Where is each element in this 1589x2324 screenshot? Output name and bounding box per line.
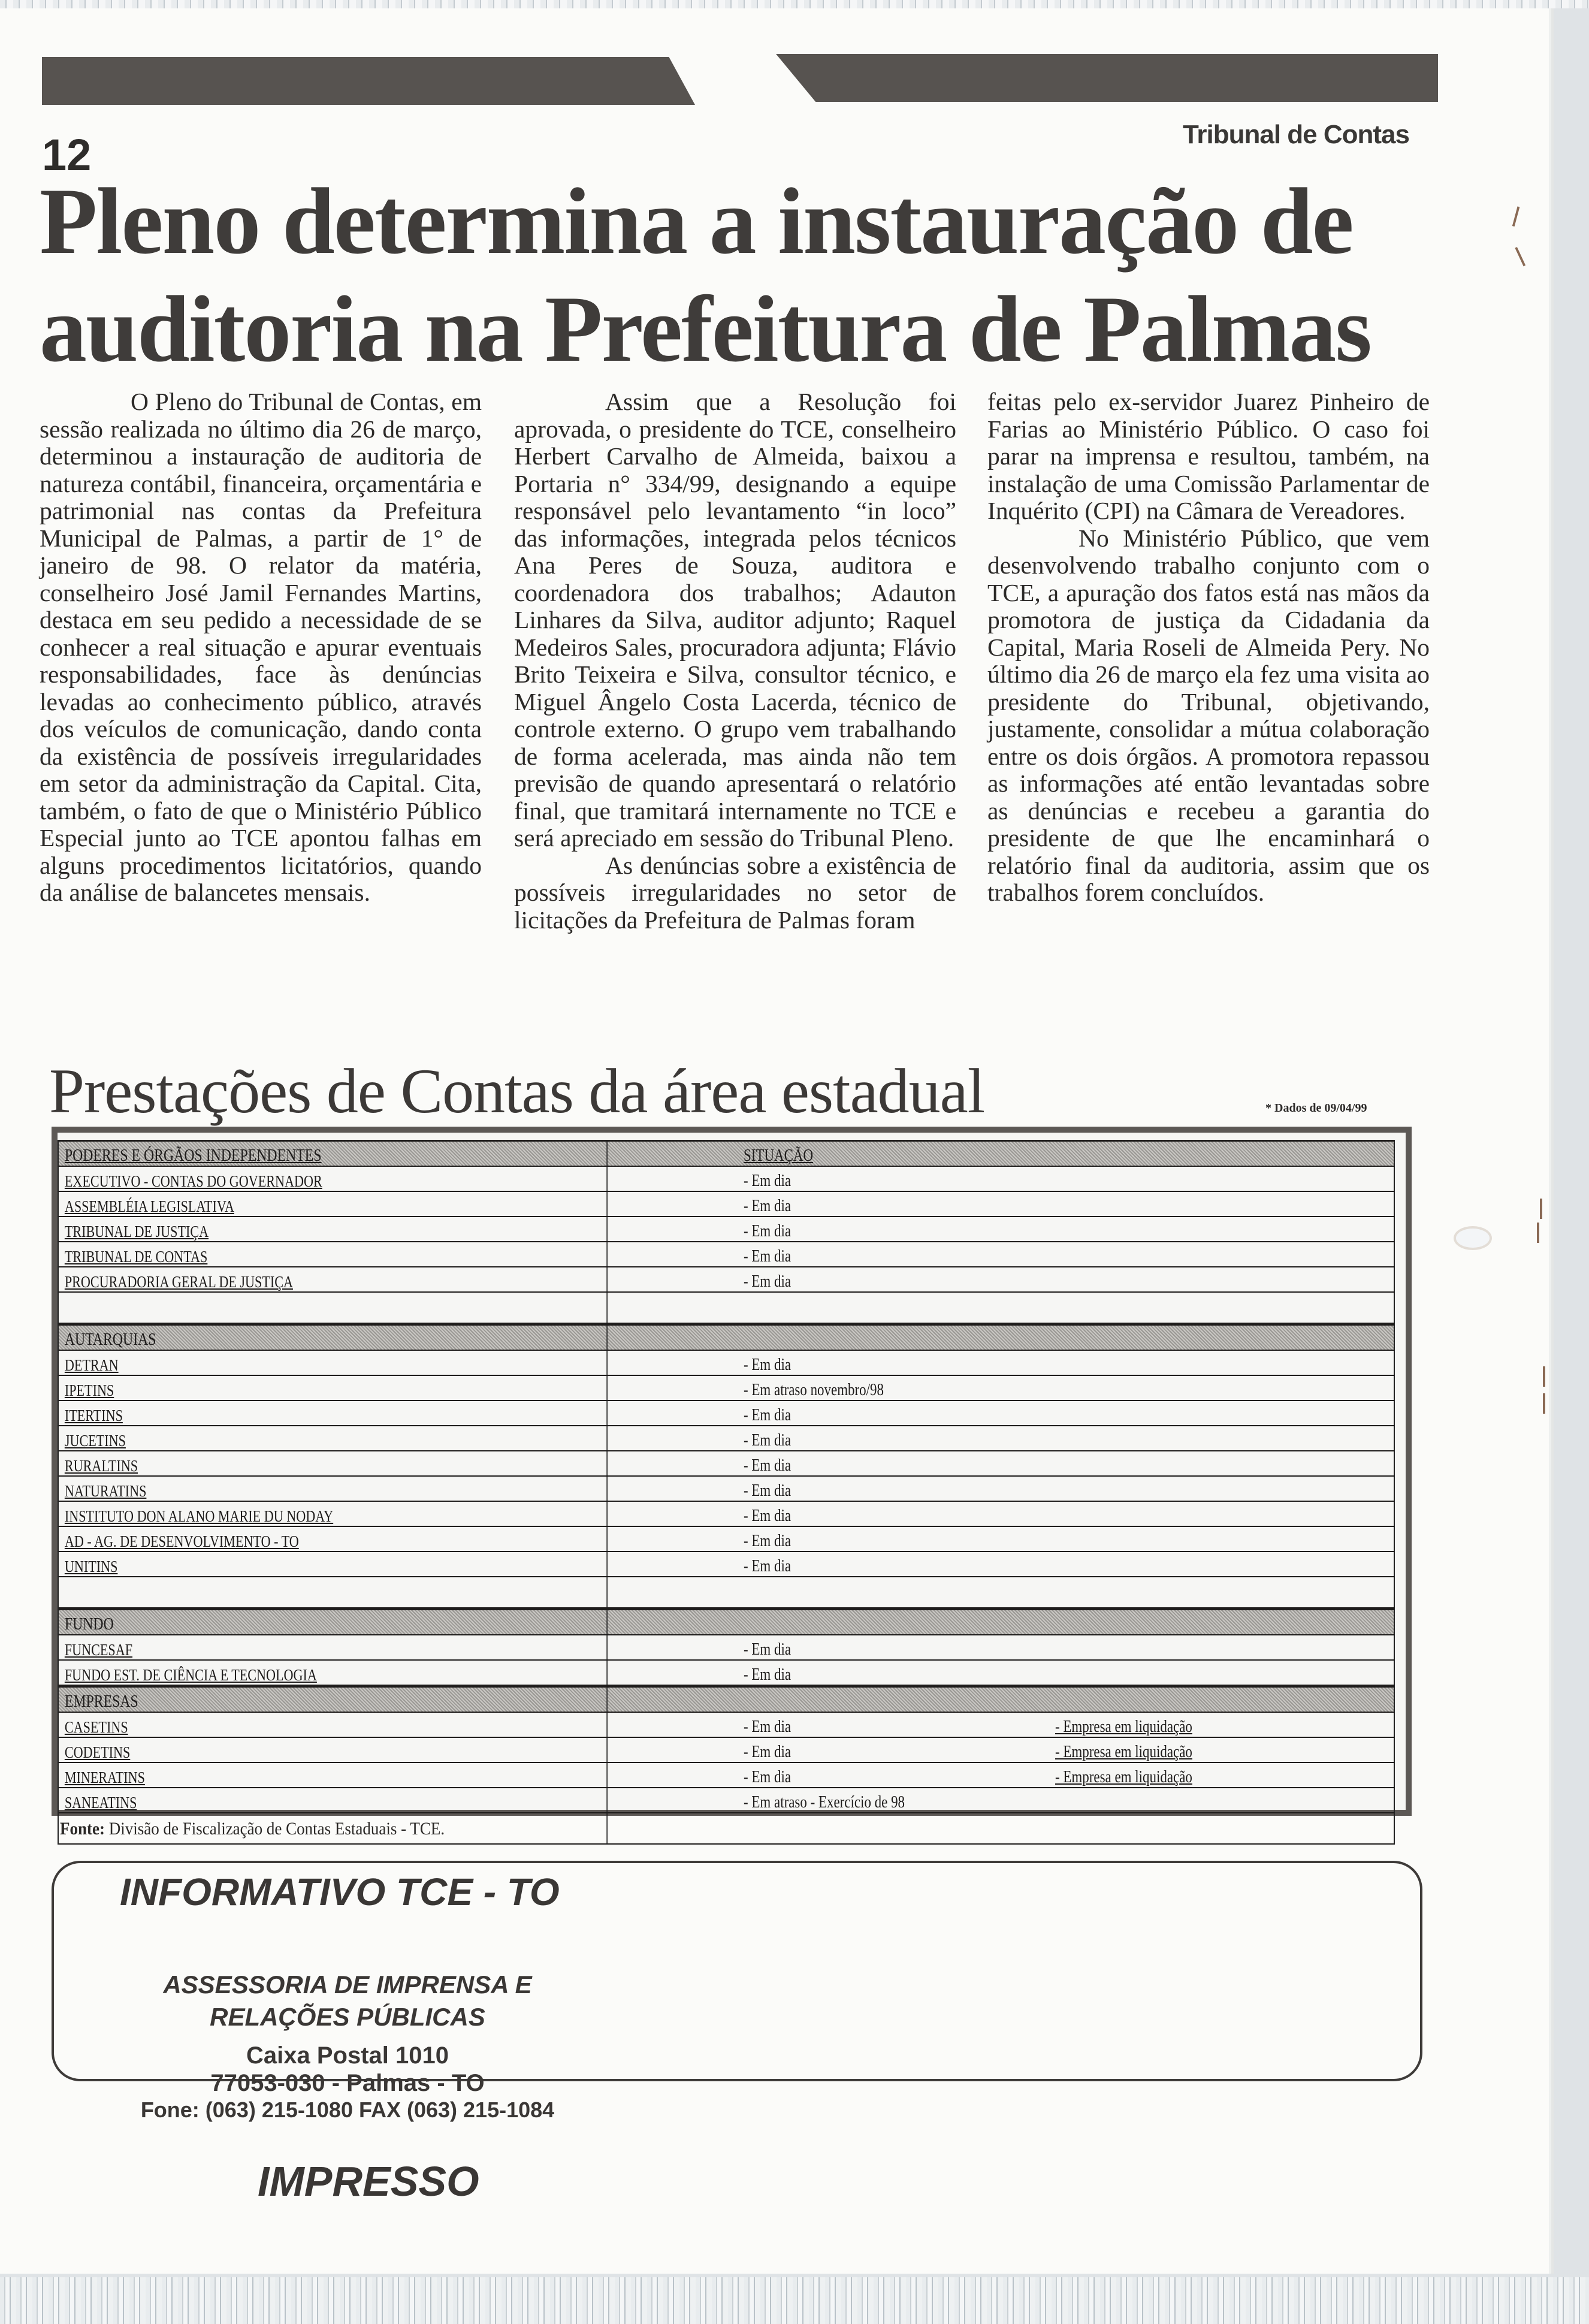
- table-row: [59, 1217, 1394, 1242]
- scan-edge-top: [0, 0, 1589, 8]
- table-row: [59, 1167, 1394, 1192]
- table-row: [59, 1713, 1394, 1738]
- empty-cell: [59, 1577, 608, 1607]
- status-note: - Empresa em liquidação: [1055, 1718, 1192, 1736]
- group-name: PODERES E ÓRGÃOS INDEPENDENTES: [59, 1142, 608, 1166]
- status-cell: [728, 1401, 1394, 1425]
- scan-edge-bottom: [0, 2277, 1589, 2324]
- status-value: - Em dia: [744, 1356, 792, 1374]
- status-cell: [728, 1267, 1394, 1291]
- status-cell: [728, 1451, 1394, 1475]
- status-value: - Em atraso novembro/98: [744, 1381, 884, 1399]
- table-row: [59, 1502, 1394, 1527]
- article-column-1: [40, 388, 482, 907]
- empty-cell: [728, 1293, 1394, 1323]
- page-number: 12: [42, 130, 92, 180]
- informativo-title: INFORMATIVO TCE - TO: [120, 1870, 560, 1913]
- table-row: [59, 1426, 1394, 1451]
- entity-name: SANEATINS: [59, 1788, 608, 1812]
- entity-name: JUCETINS: [59, 1426, 608, 1450]
- table-spacer-row: [59, 1577, 1394, 1608]
- table-row: [59, 1763, 1394, 1788]
- table-group-header: [59, 1686, 1394, 1713]
- article-headline: [40, 168, 1442, 384]
- status-cell: [728, 1167, 1394, 1191]
- table-row: [59, 1661, 1394, 1686]
- status-cell: [728, 1477, 1394, 1501]
- impresso-stamp: IMPRESSO: [258, 2158, 479, 2205]
- entity-name: UNITINS: [59, 1552, 608, 1576]
- entity-name: MINERATINS: [59, 1763, 608, 1787]
- status-value: - Em dia: [744, 1557, 792, 1576]
- headline-line-2: auditoria na Prefeitura de Palmas: [40, 277, 1371, 382]
- empty-cell: [728, 1813, 1394, 1843]
- staple-mark: [1537, 1223, 1543, 1243]
- group-name: FUNDO: [59, 1610, 608, 1634]
- postal-box: Caixa Postal 1010: [246, 2042, 449, 2069]
- table-group-header: [59, 1324, 1394, 1351]
- paragraph: feitas pelo ex-servidor Juarez Pinheiro de Farias ao Ministério Público. O caso foi parar na imprensa e resultou, também, na instalação de uma Comissão Parlamentar de Inquérito (CPI) na Câmara de Vereadores.: [987, 388, 1430, 524]
- status-column-header: SITUAÇÃO: [744, 1146, 814, 1165]
- accounts-status-table: [58, 1140, 1395, 1845]
- punch-hole: [1456, 1229, 1490, 1248]
- table-title: Prestações de Contas da área estadual: [49, 1056, 985, 1126]
- status-cell: [728, 1502, 1394, 1526]
- paragraph: No Ministério Público, que vem desenvolvendo trabalho conjunto com o TCE, a apuração dos fatos está nas mãos da promotora de justiça da Cidadania da Capital, Maria Roseli de Almeida Pery. No último dia 26 de março ela fez uma visita ao presidente do Tribunal, objetivando, justamente, consolidar a mútua colaboração entre os dois órgãos. A promotora repassou as informações até então levantadas sobre as denúncias e recebeu a garantia do presidente de que lhe encaminhará o relatório final da auditoria, assim que os trabalhos forem concluídos.: [987, 524, 1430, 906]
- status-value: - Em dia: [744, 1743, 792, 1761]
- entity-name: FUNCESAF: [59, 1635, 608, 1659]
- table-row: [59, 1401, 1394, 1426]
- entity-name: RURALTINS: [59, 1451, 608, 1475]
- status-value: - Em dia: [744, 1768, 792, 1786]
- entity-name: NATURATINS: [59, 1477, 608, 1501]
- entity-name: AD - AG. DE DESENVOLVIMENTO - TO: [59, 1527, 608, 1551]
- status-cell: [728, 1635, 1394, 1659]
- status-cell: [728, 1763, 1394, 1787]
- status-value: - Em dia: [744, 1640, 792, 1659]
- status-value: - Em dia: [744, 1197, 792, 1215]
- section-name: Tribunal de Contas: [1182, 120, 1409, 149]
- status-cell: [728, 1661, 1394, 1685]
- status-value: - Em dia: [744, 1222, 792, 1241]
- table-row: [59, 1376, 1394, 1401]
- empty-cell: [728, 1577, 1394, 1607]
- status-cell: [728, 1351, 1394, 1375]
- staple-mark: [1540, 1199, 1546, 1219]
- table-group-header: [59, 1140, 1394, 1167]
- entity-name: FUNDO EST. DE CIÊNCIA E TECNOLOGIA: [59, 1661, 608, 1685]
- table-row: [59, 1242, 1394, 1267]
- status-cell: [728, 1527, 1394, 1551]
- headline-line-1: Pleno determina a instauração de: [40, 169, 1353, 274]
- empty-cell: [59, 1293, 608, 1323]
- status-value: - Em dia: [744, 1718, 792, 1736]
- source-text: Divisão de Fiscalização de Contas Estaduais - TCE.: [108, 1819, 445, 1839]
- source-label: Fonte:: [60, 1819, 105, 1839]
- group-name: AUTARQUIAS: [59, 1326, 608, 1350]
- table-row: [59, 1267, 1394, 1293]
- table-row: [59, 1192, 1394, 1217]
- status-value: - Em dia: [744, 1172, 792, 1190]
- status-value: - Em dia: [744, 1532, 792, 1550]
- table-source: [60, 1819, 445, 1839]
- status-value: - Em atraso - Exercício de 98: [744, 1793, 905, 1812]
- data-date-note: * Dados de 09/04/99: [1265, 1101, 1367, 1115]
- entity-name: DETRAN: [59, 1351, 608, 1375]
- status-value: - Em dia: [744, 1481, 792, 1500]
- status-cell: [728, 1242, 1394, 1266]
- entity-name: TRIBUNAL DE JUSTIÇA: [59, 1217, 608, 1241]
- staple-mark: [1543, 1366, 1549, 1387]
- table-spacer-row: [59, 1293, 1394, 1324]
- table-row: [59, 1527, 1394, 1552]
- article-column-3: [987, 388, 1430, 907]
- status-cell: [728, 1788, 1394, 1812]
- status-value: - Em dia: [744, 1665, 792, 1684]
- status-cell: [728, 1426, 1394, 1450]
- entity-name: CASETINS: [59, 1713, 608, 1737]
- paragraph: As denúncias sobre a existência de possíveis irregularidades no setor de licitações da Prefeitura de Palmas foram: [514, 851, 956, 934]
- status-cell: [728, 1738, 1394, 1762]
- staple-mark: [1543, 1393, 1549, 1414]
- table-row: [59, 1635, 1394, 1661]
- table-row: [59, 1477, 1394, 1502]
- entity-name: TRIBUNAL DE CONTAS: [59, 1242, 608, 1266]
- postal-address: 77053-030 - Palmas - TO: [210, 2070, 485, 2096]
- entity-name: CODETINS: [59, 1738, 608, 1762]
- status-header-cell: [728, 1326, 1394, 1350]
- table-row: [59, 1788, 1394, 1813]
- status-value: - Em dia: [744, 1272, 792, 1291]
- status-value: - Em dia: [744, 1247, 792, 1266]
- status-cell: [728, 1552, 1394, 1576]
- table-row: [59, 1738, 1394, 1763]
- table-row: [59, 1351, 1394, 1376]
- paragraph: O Pleno do Tribunal de Contas, em sessão realizada no último dia 26 de março, determinou a instauração de auditoria de natureza contábil, financeira, orçamentária e patrimonial nas contas da Prefeitura Municipal de Palmas, a partir de 1° de janeiro de 98. O relator da matéria, conselheiro José Jamil Fernandes Martins, destaca em seu pedido a necessidade de se conhecer a real situação e apurar eventuais responsabilidades, face às denúncias levadas ao conhecimento público, através dos veículos de comunicação, dando conta da existência de possíveis irregularidades em setor da administração da Capital. Cita, também, o fato de que o Ministério Público Especial junto ao TCE apontou falhas em alguns procedimentos licitatórios, quando da análise de balancetes mensais.: [40, 388, 482, 906]
- entity-name: EXECUTIVO - CONTAS DO GOVERNADOR: [59, 1167, 608, 1191]
- status-cell: [728, 1376, 1394, 1400]
- status-cell: [728, 1217, 1394, 1241]
- status-cell: [728, 1192, 1394, 1216]
- status-value: - Em dia: [744, 1507, 792, 1525]
- article-column-2: [514, 388, 956, 934]
- entity-name: IPETINS: [59, 1376, 608, 1400]
- entity-name: INSTITUTO DON ALANO MARIE DU NODAY: [59, 1502, 608, 1526]
- entity-name: PROCURADORIA GERAL DE JUSTIÇA: [59, 1267, 608, 1291]
- group-name: EMPRESAS: [59, 1688, 608, 1712]
- entity-name: ITERTINS: [59, 1401, 608, 1425]
- paragraph: Assim que a Resolução foi aprovada, o presidente do TCE, conselheiro Herbert Carvalho de Almeida, baixou a Portaria n° 334/99, designando a equipe responsável pelo levantamento “in loco” das informações, integrada pelos técnicos Ana Peres de Souza, auditora e coordenadora dos trabalhos; Adauton Linhares da Silva, auditor adjunto; Raquel Medeiros Sales, procuradora adjunta; Flávio Brito Teixeira e Silva, consultor técnico, e Miguel Ângelo Costa Lacerda, técnico de controle externo. O grupo vem trabalhando de forma acelerada, mas ainda não tem previsão de quando apresentará o relatório final, que tramitará internamente no TCE e será apreciado em sessão do Tribunal Pleno.: [514, 388, 956, 852]
- table-row: [59, 1451, 1394, 1477]
- header-banner-right: [776, 54, 1438, 102]
- status-note: - Empresa em liquidação: [1055, 1743, 1192, 1761]
- status-note: - Empresa em liquidação: [1055, 1768, 1192, 1786]
- phone-fax: Fone: (063) 215-1080 FAX (063) 215-1084: [140, 2097, 555, 2122]
- table-row: [59, 1552, 1394, 1577]
- status-value: - Em dia: [744, 1431, 792, 1450]
- press-office-line-2: RELAÇÕES PÚBLICAS: [210, 2003, 485, 2031]
- status-header-cell: [728, 1142, 1394, 1166]
- press-office-line-1: ASSESSORIA DE IMPRENSA E: [163, 1970, 532, 1999]
- entity-name: ASSEMBLÉIA LEGISLATIVA: [59, 1192, 608, 1216]
- status-header-cell: [728, 1688, 1394, 1712]
- status-header-cell: [728, 1610, 1394, 1634]
- status-cell: [728, 1713, 1394, 1737]
- table-group-header: [59, 1608, 1394, 1635]
- status-value: - Em dia: [744, 1456, 792, 1475]
- status-value: - Em dia: [744, 1406, 792, 1424]
- header-banner-left: [42, 57, 695, 105]
